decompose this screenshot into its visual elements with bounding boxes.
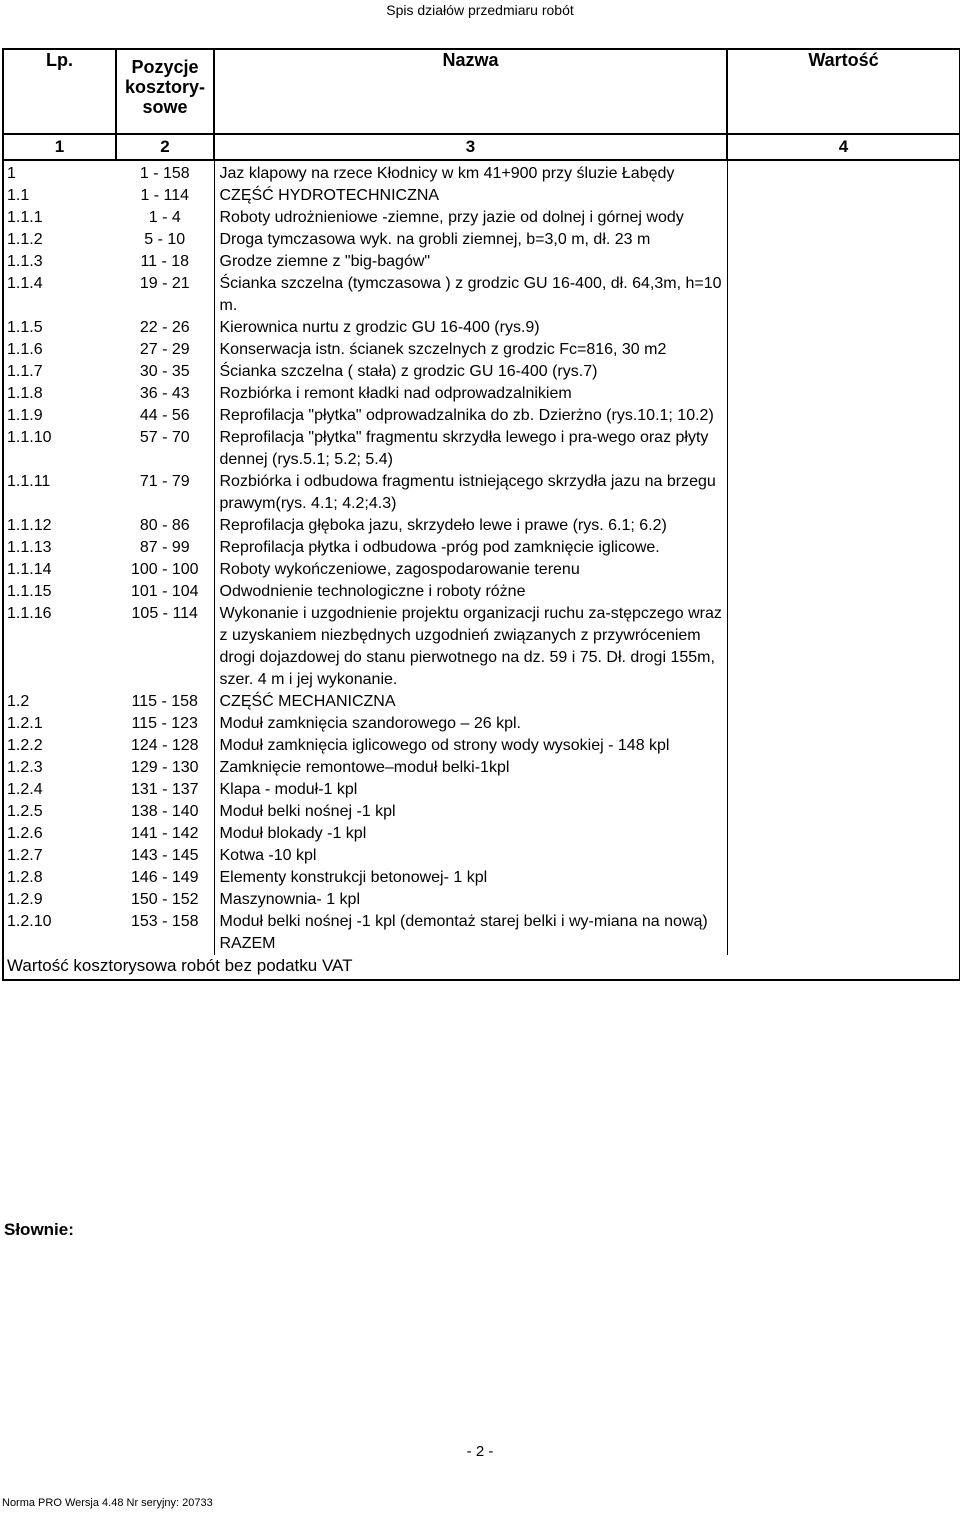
row-wartosc	[727, 229, 960, 251]
row-lp: 1.2.9	[3, 889, 116, 911]
razem-row	[3, 933, 960, 955]
row-lp: 1.1.16	[3, 603, 116, 691]
row-lp: 1.2.2	[3, 735, 116, 757]
row-lp: 1.2.6	[3, 823, 116, 845]
row-pozycje: 71 - 79	[139, 473, 190, 490]
row-nazwa: Ścianka szczelna (tymczasowa ) z grodzic GU 16-400, dł. 64,3m, h=10 m.	[214, 273, 727, 317]
row-lp: 1.1.3	[3, 251, 116, 273]
row-pozycje: 100 - 100	[130, 561, 199, 578]
row-lp: 1.2.8	[3, 867, 116, 889]
row-wartosc	[727, 515, 960, 537]
header-wartosc: Wartość	[727, 49, 960, 134]
cost-summary-table	[2, 48, 960, 981]
row-nazwa: Roboty udrożnieniowe -ziemne, przy jazie od dolnej i górnej wody	[214, 207, 727, 229]
row-nazwa: Grodze ziemne z "big-bagów"	[214, 251, 727, 273]
row-nazwa: Odwodnienie technologiczne i roboty różne	[214, 581, 727, 603]
table-row	[3, 735, 960, 757]
row-nazwa: Droga tymczasowa wyk. na grobli ziemnej, b=3,0 m, dł. 23 m	[214, 229, 727, 251]
row-pozycje: 80 - 86	[139, 517, 190, 534]
row-wartosc	[727, 757, 960, 779]
table-row	[3, 339, 960, 361]
row-lp: 1.1	[3, 185, 116, 207]
row-wartosc	[727, 603, 960, 691]
row-lp: 1.1.9	[3, 405, 116, 427]
row-lp: 1.1.4	[3, 273, 116, 317]
table-row	[3, 160, 960, 185]
row-nazwa: Zamknięcie remontowe–moduł belki-1kpl	[214, 757, 727, 779]
row-pozycje: 105 - 114	[131, 605, 198, 622]
footer-text: Norma PRO Wersja 4.48 Nr seryjny: 20733	[2, 1497, 213, 1509]
row-wartosc	[727, 405, 960, 427]
table-row	[3, 867, 960, 889]
row-pozycje: 11 - 18	[140, 253, 190, 270]
row-lp: 1.1.15	[3, 581, 116, 603]
header-row	[3, 49, 960, 134]
row-pozycje: 30 - 35	[139, 363, 190, 380]
row-wartosc	[727, 823, 960, 845]
row-nazwa: CZĘŚĆ MECHANICZNA	[214, 691, 727, 713]
table-body	[3, 160, 960, 933]
row-lp: 1.1.8	[3, 383, 116, 405]
row-wartosc	[727, 383, 960, 405]
row-wartosc	[727, 273, 960, 317]
row-lp: 1	[3, 160, 116, 185]
row-nazwa: Reprofilacja płytka i odbudowa -próg pod zamknięcie iglicowe.	[214, 537, 727, 559]
row-nazwa: Moduł belki nośnej -1 kpl (demontaż starej belki i wy-miana na nową)	[214, 911, 727, 933]
row-wartosc	[727, 537, 960, 559]
row-lp: 1.1.12	[3, 515, 116, 537]
row-lp: 1.2.1	[3, 713, 116, 735]
column-number-row	[3, 134, 960, 160]
row-pozycje: 36 - 43	[139, 385, 190, 402]
table-row	[3, 229, 960, 251]
row-lp: 1.2.7	[3, 845, 116, 867]
table-row	[3, 581, 960, 603]
razem-label: RAZEM	[214, 933, 727, 955]
row-pozycje: 153 - 158	[130, 913, 199, 930]
row-nazwa: Moduł zamknięcia szandorowego – 26 kpl.	[214, 713, 727, 735]
row-wartosc	[727, 361, 960, 383]
table-row	[3, 801, 960, 823]
row-nazwa: Kierownica nurtu z grodzic GU 16-400 (rys.9)	[214, 317, 727, 339]
row-lp: 1.2.5	[3, 801, 116, 823]
row-nazwa: Wykonanie i uzgodnienie projektu organizacji ruchu za-stępczego wraz z uzyskaniem niezbędnych uzgodnień związanych z przywróceniem drogi dojazdowej do stanu pierwotnego na dz. 59 i 75. Dł. drogi 155m, szer. 4 m i jej wykonanie.	[214, 603, 727, 691]
row-pozycje: 146 - 149	[130, 869, 199, 886]
row-nazwa: Moduł blokady -1 kpl	[214, 823, 727, 845]
table-row	[3, 537, 960, 559]
table-row	[3, 185, 960, 207]
table-row	[3, 757, 960, 779]
row-wartosc	[727, 691, 960, 713]
row-nazwa: Reprofilacja "płytka" fragmentu skrzydła lewego i pra-wego oraz płyty dennej (rys.5.1; 5.2; 5.4)	[214, 427, 727, 471]
row-pozycje: 115 - 158	[131, 693, 198, 710]
row-nazwa: Reprofilacja głęboka jazu, skrzydeło lewe i prawe (rys. 6.1; 6.2)	[214, 515, 727, 537]
column-number: 1	[3, 134, 116, 160]
row-lp: 1.1.7	[3, 361, 116, 383]
table-row	[3, 405, 960, 427]
table-row	[3, 603, 960, 691]
table-row	[3, 515, 960, 537]
row-pozycje: 150 - 152	[130, 891, 199, 908]
table-row	[3, 845, 960, 867]
row-pozycje: 1 - 4	[148, 209, 181, 226]
header-lp: Lp.	[3, 49, 116, 134]
row-nazwa: Roboty wykończeniowe, zagospodarowanie terenu	[214, 559, 727, 581]
row-pozycje: 57 - 70	[139, 429, 190, 446]
row-wartosc	[727, 735, 960, 757]
page-number: - 2 -	[466, 1443, 494, 1460]
row-nazwa: Klapa - moduł-1 kpl	[214, 779, 727, 801]
row-wartosc	[727, 251, 960, 273]
row-lp: 1.1.5	[3, 317, 116, 339]
row-nazwa: Moduł zamknięcia iglicowego od strony wody wysokiej - 148 kpl	[214, 735, 727, 757]
row-pozycje: 1 - 114	[140, 187, 190, 204]
row-wartosc	[727, 427, 960, 471]
total-row	[3, 955, 960, 980]
row-lp: 1.2.4	[3, 779, 116, 801]
row-pozycje: 22 - 26	[139, 319, 190, 336]
page-header: Spis działów przedmiaru robót	[386, 2, 574, 18]
table-row	[3, 273, 960, 317]
table-row	[3, 911, 960, 933]
row-wartosc	[727, 801, 960, 823]
row-lp: 1.1.11	[3, 471, 116, 515]
total-label: Wartość kosztorysowa robót bez podatku VAT	[3, 955, 960, 980]
row-nazwa: Rozbiórka i odbudowa fragmentu istniejącego skrzydła jazu na brzegu prawym(rys. 4.1; 4.2;4.3)	[214, 471, 727, 515]
column-number: 3	[214, 134, 727, 160]
row-nazwa: Reprofilacja "płytka" odprowadzalnika do zb. Dzierżno (rys.10.1; 10.2)	[214, 405, 727, 427]
row-wartosc	[727, 779, 960, 801]
row-pozycje: 143 - 145	[130, 847, 199, 864]
row-nazwa: Ścianka szczelna ( stała) z grodzic GU 16-400 (rys.7)	[214, 361, 727, 383]
table-row	[3, 889, 960, 911]
row-nazwa: Kotwa -10 kpl	[214, 845, 727, 867]
table-row	[3, 779, 960, 801]
row-wartosc	[727, 559, 960, 581]
row-nazwa: Konserwacja istn. ścianek szczelnych z grodzic Fc=816, 30 m2	[214, 339, 727, 361]
row-nazwa: Elementy konstrukcji betonowej- 1 kpl	[214, 867, 727, 889]
table-row	[3, 251, 960, 273]
row-pozycje: 129 - 130	[130, 759, 199, 776]
table-row	[3, 823, 960, 845]
row-nazwa: Maszynownia- 1 kpl	[214, 889, 727, 911]
row-pozycje: 124 - 128	[130, 737, 199, 754]
row-nazwa: Jaz klapowy na rzece Kłodnicy w km 41+900 przy śluzie Łabędy	[214, 160, 727, 185]
slownie-label: Słownie:	[4, 1220, 74, 1239]
row-lp: 1.1.13	[3, 537, 116, 559]
row-pozycje: 141 - 142	[130, 825, 199, 842]
row-pozycje: 87 - 99	[139, 539, 190, 556]
row-wartosc	[727, 889, 960, 911]
row-lp: 1.1.6	[3, 339, 116, 361]
row-lp: 1.2.10	[3, 911, 116, 933]
row-wartosc	[727, 911, 960, 933]
table-row	[3, 471, 960, 515]
table-row	[3, 317, 960, 339]
row-nazwa: Rozbiórka i remont kładki nad odprowadzalnikiem	[214, 383, 727, 405]
row-pozycje: 101 - 104	[130, 583, 199, 600]
row-lp: 1.1.1	[3, 207, 116, 229]
row-nazwa: Moduł belki nośnej -1 kpl	[214, 801, 727, 823]
table-row	[3, 713, 960, 735]
row-pozycje: 27 - 29	[139, 341, 190, 358]
row-wartosc	[727, 845, 960, 867]
row-wartosc	[727, 713, 960, 735]
row-lp: 1.2.3	[3, 757, 116, 779]
column-number: 4	[727, 134, 960, 160]
column-number: 2	[116, 134, 214, 160]
row-lp: 1.1.14	[3, 559, 116, 581]
table-row	[3, 207, 960, 229]
row-pozycje: 131 - 137	[130, 781, 199, 798]
row-lp: 1.1.2	[3, 229, 116, 251]
table-row	[3, 691, 960, 713]
row-wartosc	[727, 317, 960, 339]
row-pozycje: 138 - 140	[130, 803, 199, 820]
row-wartosc	[727, 207, 960, 229]
row-pozycje: 5 - 10	[144, 231, 186, 248]
row-pozycje: 44 - 56	[139, 407, 190, 424]
header-pozycje: Pozycje kosztory-sowe	[116, 49, 214, 134]
row-wartosc	[727, 185, 960, 207]
row-nazwa: CZĘŚĆ HYDROTECHNICZNA	[214, 185, 727, 207]
row-lp: 1.2	[3, 691, 116, 713]
row-wartosc	[727, 160, 960, 185]
row-lp: 1.1.10	[3, 427, 116, 471]
table-row	[3, 361, 960, 383]
row-wartosc	[727, 339, 960, 361]
row-pozycje: 115 - 123	[131, 715, 198, 732]
table-row	[3, 383, 960, 405]
table-row	[3, 427, 960, 471]
row-wartosc	[727, 581, 960, 603]
row-pozycje: 19 - 21	[139, 275, 190, 292]
header-nazwa: Nazwa	[214, 49, 727, 134]
row-wartosc	[727, 867, 960, 889]
row-wartosc	[727, 471, 960, 515]
table-row	[3, 559, 960, 581]
row-pozycje: 1 - 158	[139, 165, 190, 182]
